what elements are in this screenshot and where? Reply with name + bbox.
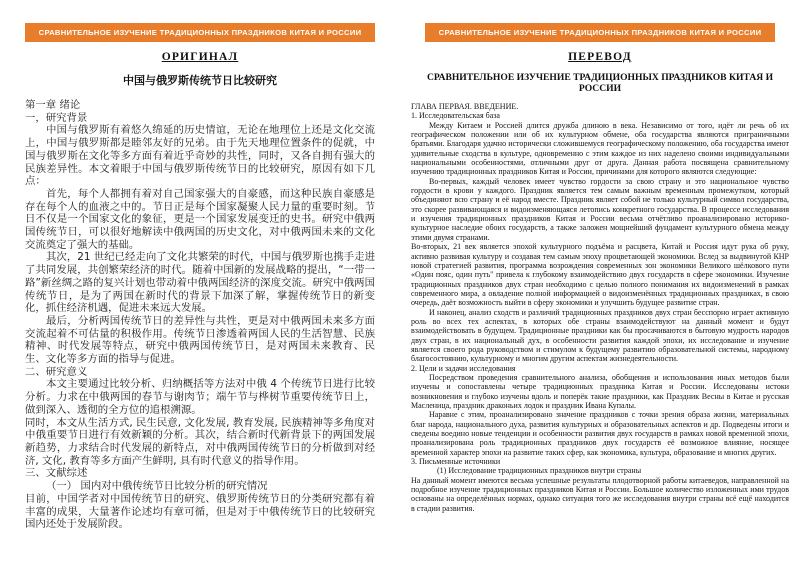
translation-label: ПЕРЕВОД <box>568 51 632 63</box>
ru-paragraph: Во-первых, каждый человек имеет чувство гордости за свою страну и это национальное чувство гордости в крови у каждого. Праздник является тем самым важным временным промежутком, который объединяют всю страну и её народ вместе. Праздник являет собой не только культурный символ государства, это скорее развивающаяся и видоизменяющаяся летопись конкретного государства. В процессе исследования и изучения традиционных праздников Китая и России весьма отчётливо проанализировано историко-культурное наследие обоих государств, а также заложен мощнейший фундамент культурного обмена между этими двумя странами. <box>411 176 789 242</box>
zh-heading-chapter: 第一章 绪论 <box>25 99 81 111</box>
zh-paragraph: 最后，分析两国传统节日的差异性与共性，更是对中俄两国未来多方面交流起着不可估量的积极作用。传统节日渗透着两国人民的生活智慧、民族精神、时代发展等特点，研究中俄两国传统节日，是对两国未来教育、民生、文化等多方面的指导与促进。 <box>25 314 375 366</box>
zh-paragraph: 本文主要通过比较分析、归纳概括等方法对中俄 4 个传统节日进行比较分析。力求在中俄两国的春节与谢肉节；端午节与桦树节重要传统节日上，做到深入、透彻的全方位的追根溯源。 <box>25 378 375 416</box>
ru-paragraph: Посредством проведения сравнительного анализа, обобщения и использования иных методов были изучены и сопоставлены четыре традиционных праздника Китая и России. Исследованы истоки возникновения и глубоко изучены вдоль и поперёк такие праздники, как Праздник Весны в Китае и русская Масленица, праздник драконьих лодок и праздник Ивана Купалы. <box>411 372 789 410</box>
ru-heading-sources: 3. Письменные источники <box>411 457 501 467</box>
ru-heading-chapter: ГЛАВА ПЕРВАЯ. ВВЕДЕНИЕ. <box>411 102 519 111</box>
page-translation <box>400 0 800 565</box>
original-body <box>25 99 375 531</box>
ru-heading-goals: 2. Цели и задачи исследования <box>411 363 516 373</box>
running-header-translation: СРАВНИТЕЛЬНОЕ ИЗУЧЕНИЕ ТРАДИЦИОННЫХ ПРАЗДНИКОВ КИТАЯ И РОССИИ <box>425 23 775 42</box>
zh-heading-literature: 三、文献综述 <box>25 467 88 480</box>
zh-paragraph: 同时，本文从生活方式, 民生民意, 文化发展, 教育发展, 民族精神等多角度对中俄重要节日进行有效新颖的分析。其次，结合新时代新背景下的两国发展新趋势，力求结合时代发展的新特点，对中俄两国传统节日的分析做到对经济, 文化, 教育等多方面产生鲜明, 具有时代意义的指导作用。 <box>25 416 375 467</box>
ru-paragraph: Наравне с этим, проанализировано значение праздников с точки зрения образа жизни, материальных благ народа, национального духа, развития культурных и образовательных аспектов и др. Подведены итоги и сведены воедино новые тенденции и особенности развития двух государств в рамках новой временной эпохи, проанализирована роль традиционных праздников двух государств её возможное влияние, носящее временной характер эпохи на развитие таких сфер, как экономика, культура, образование и многих других. <box>411 410 789 457</box>
zh-paragraph: 目前，中国学者对中国传统节日的研究、俄罗斯传统节日的分类研究都有着丰富的成果，大量著作论述均有章可循，但是对于中俄传统节日的比较研究国内还处于发展阶段。 <box>25 492 375 531</box>
ru-paragraph: Между Китаем и Россией длится дружба длиною в века. Независимо от того, идёт ли речь об их географическом положении или об их культурном обмене, оба государства являются приграничными братьями. Благодаря удачно исторически сложившемуся географическому положению, оба государства имеют удивительные сходства в культуре, одновременно с этим каждое из них наделено своими индивидуальными национальными особенностями, отличными друг от друга. Данная работа посвящена сравнительному изучению традиционных праздников Китая и России, причинами для которого являются следующие: <box>411 120 789 177</box>
zh-subheading: （一） 国内对中俄传统节日比较分析的研究情况 <box>46 480 268 493</box>
zh-heading-background: 一，研究背景 <box>25 111 88 124</box>
translation-body <box>411 102 789 513</box>
zh-paragraph: 中国与俄罗斯有着悠久绵延的历史情谊，无论在地理位上还是文化交流上，中国与俄罗斯都是睦邻友好的兄弟。由于先天地理位置条件的促就，中国与俄罗斯在文化等多方面有着近乎奇妙的共性，同时，又各自拥有强大的民族差异性。本文着眼于中国与俄罗斯传统节日的比较研究，原因有如下几点： <box>25 124 375 188</box>
original-title: 中国与俄罗斯传统节日比较研究 <box>123 74 277 87</box>
running-header-original: СРАВНИТЕЛЬНОЕ ИЗУЧЕНИЕ ТРАДИЦИОННЫХ ПРАЗДНИКОВ КИТАЯ И РОССИИ <box>25 23 375 42</box>
original-label: ОРИГИНАЛ <box>161 51 239 63</box>
ru-paragraph: И наконец, анализ сходств и различий традиционных праздников двух стран бесспорно играет активную роль во всех тех аспектах, в которых обе страны взаимодействуют на данный момент и будут взаимодействовать в будущем. Традиционные праздники как бы просачиваются в бытовую мудрость народов двух стран, в их национальный дух, в особенности развития каждой эпохи, их исследование и изучение является своего рода руководством и стимулом к будущему развитию образовательной системы, народному благосостоянию, культурному и многим другим аспектам жизнедеятельности. <box>411 307 789 364</box>
translation-title: СРАВНИТЕЛЬНОЕ ИЗУЧЕНИЕ ТРАДИЦИОННЫХ ПРАЗДНИКОВ КИТАЯ И РОССИИ <box>426 72 774 94</box>
zh-heading-significance: 二、研究意义 <box>25 365 88 378</box>
ru-paragraph: На данный момент имеются весьма успешные результаты плодотворной работы китаеведов, направленной на подробное изучение традиционных праздников Китая и России. Большое количество изложенных ими трудов основаны на определённых нормах, однако ситуация того же исследования внутри страны всё ещё находится в стадии развития. <box>411 475 789 513</box>
ru-paragraph: Во-вторых, 21 век является эпохой культурного подъёма и расцвета, Китай и Россия идут рука об руку, активно развивая культуру и создавая тем самым эпоху процветающей экономики. Вслед за выдвинутой КНР новой стратегией развития, программа возрождения современных зон экономики Великого шёлкового пути «Один пояс, один путь" привела к глубокому взаимодействию двух государств в сфере экономики. Изучение традиционных праздников двух стран необходимо с целью полного понимания их видоизменений в рамках современного мира, а овладение полной информацией о видоизменённых традиционных праздниках, в свою очередь, даёт возможность выйти в сферу экономики и улучшить будущее развитие стран. <box>411 242 789 308</box>
zh-paragraph: 首先，每个人都拥有着对自己国家强大的自豪感，而这种民族自豪感是存在每个人的血液之中的。节日正是每个国家凝聚人民力量的重要时刻。节日不仅是一个国家文化的象征，更是一个国家发展变迁的史书。研究中俄两国传统节日，可以很好地解读中俄两国的历史文化，对中俄两国未来的文化交流奠定了强大的基础。 <box>25 187 375 251</box>
ru-subheading: (1) Исследование традиционных праздников внутри страны <box>437 466 642 476</box>
zh-paragraph: 其次，21 世纪已经走向了文化共繁荣的时代，中国与俄罗斯也携手走进了共同发展，共创繁荣经济的时代。随着中国新的发展战略的提出，“一带一路”新丝绸之路的复兴计划也带动着中俄两国经济的深度交流。研究中俄两国传统节日，是为了两国在新时代的背景下加深了解，掌握传统节日的新变化，抓住经济机遇，促进未来远大发展。 <box>25 251 375 315</box>
ru-heading-base: 1. Исследовательская база <box>411 111 500 121</box>
